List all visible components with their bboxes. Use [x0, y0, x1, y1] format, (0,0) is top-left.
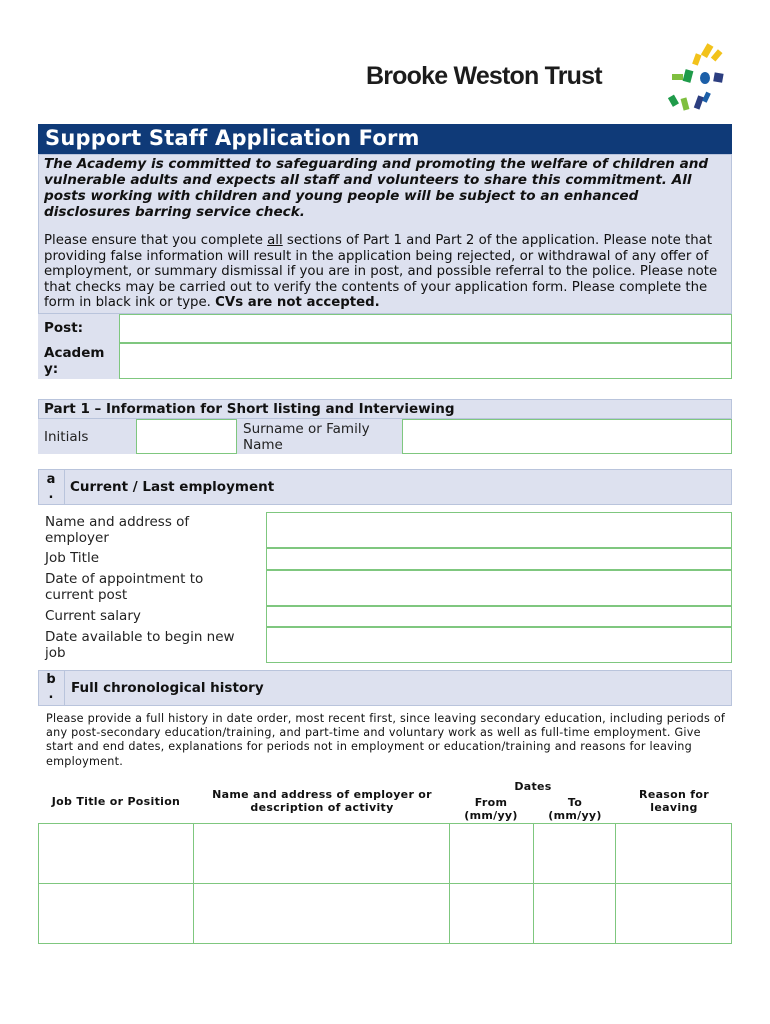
section-b-letter: b .	[46, 672, 56, 702]
job-title-input[interactable]	[266, 548, 732, 570]
history-cell-r2-c3[interactable]	[449, 883, 534, 944]
current-salary-label: Current salary	[45, 608, 141, 624]
academy-input[interactable]	[119, 343, 732, 379]
instructions-text-2: sections of Part 1 and Part 2 of the application. Please note that providing false information will result in the application being rejected, or withdrawal of any offer of employment, or summary dismissal if you are in post, and possible referral to the police. Please note that checks may be carried out to verify the contents of your application form. Please complete the form in black ink or type.	[44, 233, 718, 311]
section-a-divider	[64, 469, 65, 505]
section-a-letter: a .	[46, 472, 56, 502]
initials-label: Initials	[44, 429, 89, 445]
part1-title: Part 1 – Information for Short listing and Interviewing	[44, 401, 455, 417]
th-reason: Reason for leaving	[639, 788, 709, 814]
history-cell-r2-c1[interactable]	[38, 883, 194, 944]
surname-label: Surname or Family Name	[243, 421, 370, 453]
logo-mark-green-3	[668, 95, 679, 107]
logo-mark-navy-2	[694, 95, 704, 109]
employer-name-input[interactable]	[266, 512, 732, 548]
post-label: Post:	[44, 320, 84, 336]
history-cell-r2-c2[interactable]	[193, 883, 450, 944]
th-employer: Name and address of employer or description of activity	[212, 788, 432, 814]
logo-mark-navy-1	[713, 72, 723, 82]
history-cell-r1-c1[interactable]	[38, 823, 194, 884]
initials-input[interactable]	[136, 419, 237, 454]
th-to: To (mm/yy)	[548, 796, 602, 822]
history-cell-r2-c5[interactable]	[615, 883, 732, 944]
cv-notice: CVs are not accepted.	[215, 295, 380, 311]
history-cell-r1-c3[interactable]	[449, 823, 534, 884]
safeguarding-statement: The Academy is committed to safeguarding and promoting the welfare of children and vulnerable adults and expects all staff and volunteers to share this commitment. All posts working with children and young people will be subject to an enhanced disclosures barring service check.	[44, 156, 709, 220]
history-cell-r1-c4[interactable]	[533, 823, 616, 884]
th-from: From (mm/yy)	[464, 796, 518, 822]
instructions-text-1: Please ensure that you complete	[44, 233, 268, 248]
trust-logo-text: Brooke Weston Trust	[366, 62, 602, 90]
surname-input[interactable]	[402, 419, 732, 454]
instructions-underlined: all	[267, 233, 283, 248]
section-b-title: Full chronological history	[71, 680, 264, 696]
history-instructions: Please provide a full history in date order, most recent first, since leaving secondary education, including periods of any post-secondary education/training, and part-time and voluntary work as well as full-time employment. Give start and end dates, explanations for periods not in employment or education/training and reasons for leaving employment.	[46, 712, 726, 768]
logo-mark-green-2	[683, 69, 694, 83]
logo-mark-yellow-1	[701, 43, 714, 58]
page-title: Support Staff Application Form	[38, 124, 732, 154]
instructions-paragraph	[44, 233, 728, 311]
th-dates: Dates	[514, 780, 552, 793]
trust-logo-icon	[664, 40, 728, 122]
employer-name-label: Name and address of employer	[45, 514, 190, 546]
logo-mark-yellow-3	[692, 53, 701, 65]
section-b-divider	[64, 670, 65, 706]
available-date-label: Date available to begin new job	[45, 629, 235, 661]
logo-mark-green-1	[672, 74, 683, 80]
history-cell-r1-c5[interactable]	[615, 823, 732, 884]
history-cell-r2-c4[interactable]	[533, 883, 616, 944]
academy-label: Academ y:	[44, 345, 105, 377]
appointment-date-label: Date of appointment to current post	[45, 571, 204, 603]
current-salary-input[interactable]	[266, 606, 732, 627]
logo-mark-green-4	[681, 97, 690, 110]
history-cell-r1-c2[interactable]	[193, 823, 450, 884]
section-a-title: Current / Last employment	[70, 479, 275, 495]
available-date-input[interactable]	[266, 627, 732, 663]
appointment-date-input[interactable]	[266, 570, 732, 606]
job-title-label: Job Title	[45, 550, 100, 566]
logo-mark-yellow-2	[711, 49, 723, 61]
logo-mark-blue-dot	[700, 72, 710, 84]
logo-mark-blue-2	[702, 92, 711, 103]
th-job-title: Job Title or Position	[51, 795, 181, 808]
post-input[interactable]	[119, 314, 732, 343]
